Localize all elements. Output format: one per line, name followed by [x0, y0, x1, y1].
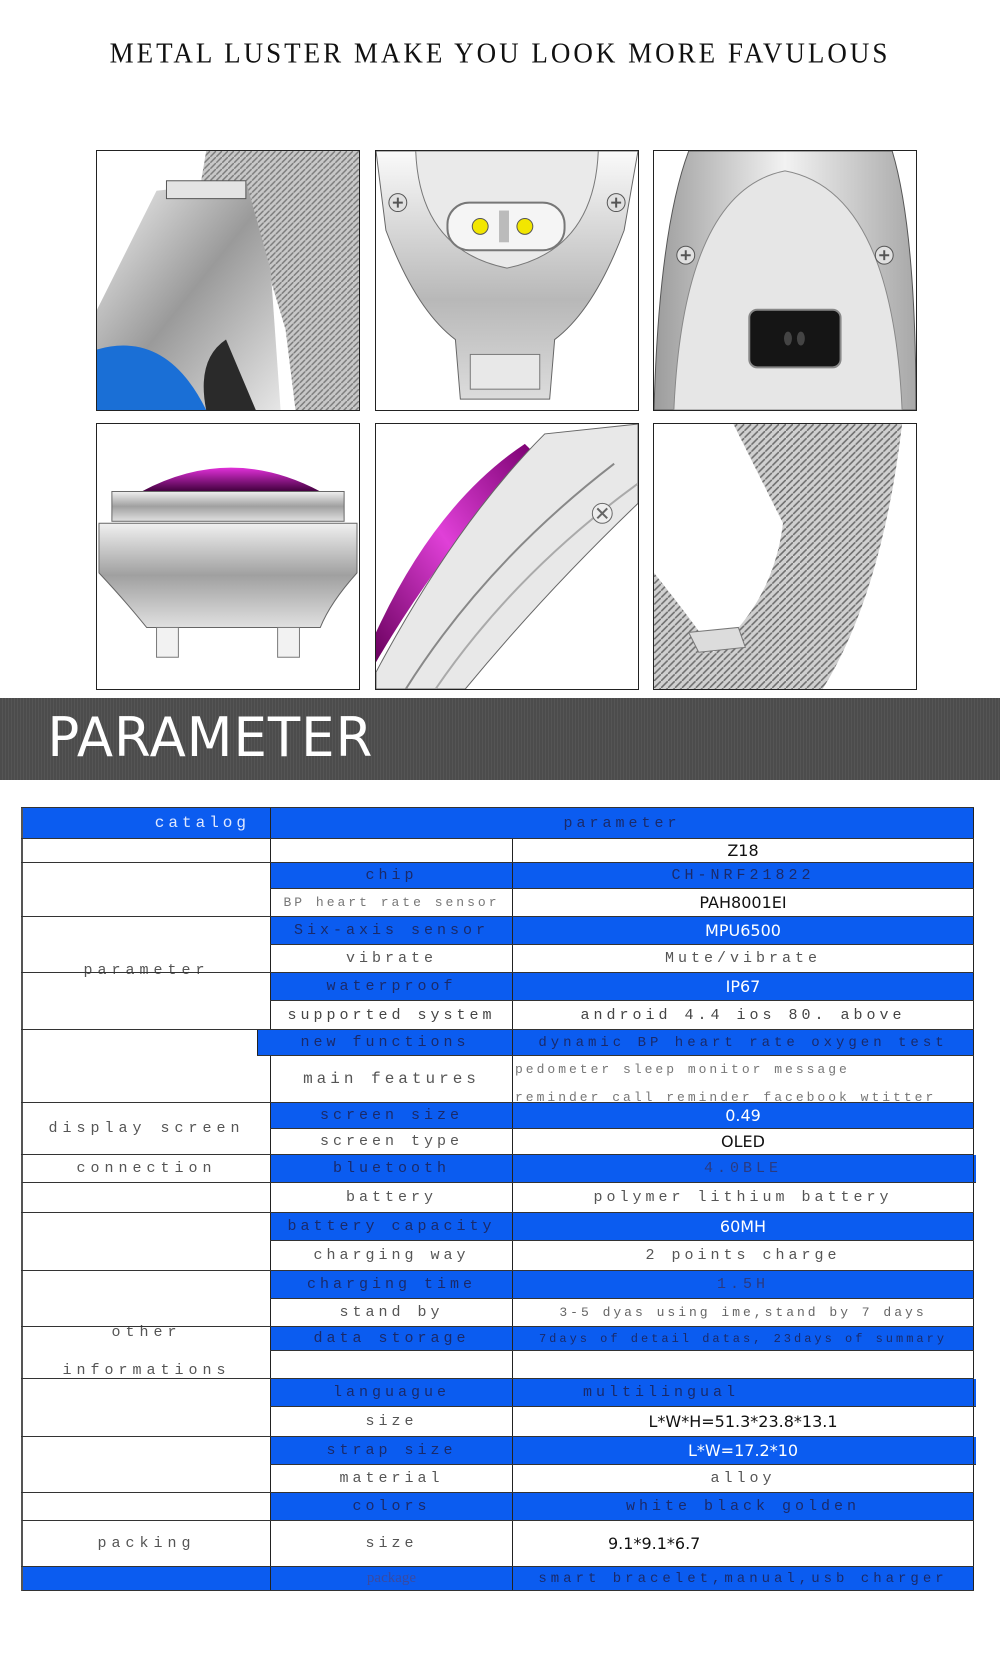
- row-label: size: [270, 1407, 512, 1436]
- table-row: [21, 1129, 974, 1155]
- category-label: connection: [76, 1159, 217, 1177]
- table-row: [21, 1407, 974, 1437]
- row-value: IP67: [512, 973, 974, 1000]
- category-label: display screen: [48, 1119, 245, 1137]
- row-label: charging way: [270, 1241, 512, 1270]
- category-label-line2: informations: [62, 1361, 231, 1379]
- row-value: PAH8001EI: [512, 889, 974, 916]
- header-parameter: parameter: [270, 808, 974, 838]
- table-row: [270, 1213, 974, 1241]
- table-row: [21, 1056, 974, 1103]
- table-row: [21, 1465, 974, 1493]
- table-row: [21, 1183, 974, 1213]
- row-value: android 4.4 ios 80. above: [512, 1001, 974, 1029]
- table-row: [270, 1155, 976, 1183]
- row-label: new functions: [257, 1030, 512, 1055]
- product-image-side-profile: [375, 423, 639, 690]
- page-headline: METAL LUSTER MAKE YOU LOOK MORE FAVULOUS: [109, 37, 891, 69]
- row-label: material: [270, 1465, 512, 1492]
- table-row: [270, 863, 974, 889]
- row-value: 7days of detail datas, 23days of summary: [512, 1327, 974, 1350]
- row-value: L*W=17.2*10: [512, 1437, 974, 1464]
- row-label: BP heart rate sensor: [270, 889, 512, 916]
- table-row: [21, 1299, 974, 1327]
- product-image-heart-rate-sensor: [653, 150, 917, 411]
- table-row: [270, 1103, 974, 1129]
- table-row: [270, 1437, 976, 1465]
- row-value: alloy: [512, 1465, 974, 1492]
- table-row: [270, 917, 974, 945]
- row-value: CH-NRF21822: [512, 863, 974, 888]
- row-label: languague: [270, 1379, 512, 1406]
- row-value: 0.49: [512, 1103, 974, 1128]
- row-value: [512, 1056, 974, 1102]
- row-label: stand by: [270, 1299, 512, 1326]
- row-value: 1.5H: [512, 1271, 974, 1298]
- category-packing-blue-band: [21, 1567, 270, 1591]
- category-label: parameter: [83, 961, 210, 979]
- row-value: 3-5 dyas using ime,stand by 7 days: [512, 1299, 974, 1326]
- row-value: multilingual: [512, 1379, 974, 1406]
- row-value: Z18: [512, 839, 974, 862]
- row-value: smart bracelet,manual,usb charger: [512, 1567, 974, 1590]
- parameter-banner: [0, 698, 1000, 780]
- table-row: [21, 889, 974, 917]
- row-label: supported system: [270, 1001, 512, 1029]
- row-label: colors: [270, 1493, 512, 1520]
- table-row-empty: [21, 1351, 974, 1379]
- row-value-line1: pedometer sleep monitor message: [515, 1062, 850, 1077]
- row-label: chip: [270, 863, 512, 888]
- row-label: screen size: [270, 1103, 512, 1128]
- row-value: L*W*H=51.3*23.8*13.1: [512, 1407, 974, 1436]
- category-label: other: [111, 1323, 182, 1341]
- row-value: 9.1*9.1*6.7: [512, 1521, 974, 1566]
- row-value: 4.0BLE: [512, 1155, 974, 1182]
- row-label: battery: [270, 1183, 512, 1212]
- table-row: [21, 945, 974, 973]
- table-row: [270, 973, 974, 1001]
- row-label: data storage: [270, 1327, 512, 1350]
- product-image-clasp: [96, 150, 360, 411]
- product-image-charging-contacts: [375, 150, 639, 411]
- row-label: Six-axis sensor: [270, 917, 512, 944]
- table-row: [270, 1379, 976, 1407]
- row-label: screen type: [270, 1129, 512, 1154]
- row-label: main features: [270, 1056, 512, 1102]
- table-row: [21, 1001, 974, 1030]
- row-value: 60MH: [512, 1213, 974, 1240]
- row-value: 2 points charge: [512, 1241, 974, 1270]
- table-row: [270, 1493, 974, 1521]
- row-label: [270, 839, 512, 862]
- row-value-line2: reminder call reminder facebook wtitter: [515, 1090, 937, 1102]
- table-row: [270, 1567, 974, 1591]
- table-row: [21, 1521, 974, 1567]
- row-value: dynamic BP heart rate oxygen test: [512, 1030, 974, 1055]
- row-label: strap size: [270, 1437, 512, 1464]
- table-row: [270, 1271, 974, 1299]
- product-image-end-cap: [96, 423, 360, 690]
- row-label: bluetooth: [270, 1155, 512, 1182]
- table-header-row: [21, 807, 974, 839]
- table-row: [270, 1327, 974, 1351]
- row-value: polymer lithium battery: [512, 1183, 974, 1212]
- row-value: white black golden: [512, 1493, 974, 1520]
- table-row: [21, 1241, 974, 1271]
- row-label: charging time: [270, 1271, 512, 1298]
- row-label: battery capacity: [270, 1213, 512, 1240]
- row-label: [270, 1351, 512, 1378]
- row-value: MPU6500: [512, 917, 974, 944]
- row-value: [512, 1351, 974, 1378]
- header-catalog: catalog: [21, 808, 270, 838]
- row-value: Mute/vibrate: [512, 945, 974, 972]
- category-label: packing: [97, 1534, 196, 1552]
- table-row: [257, 1030, 974, 1056]
- table-row: [21, 839, 974, 863]
- row-value: OLED: [512, 1129, 974, 1154]
- banner-title: PARAMETER: [47, 706, 374, 769]
- row-label: size: [270, 1521, 512, 1566]
- row-label: vibrate: [270, 945, 512, 972]
- category-connection: [21, 1155, 270, 1183]
- product-image-mesh-loop: [653, 423, 917, 690]
- row-label: package: [270, 1567, 512, 1590]
- row-label: waterproof: [270, 973, 512, 1000]
